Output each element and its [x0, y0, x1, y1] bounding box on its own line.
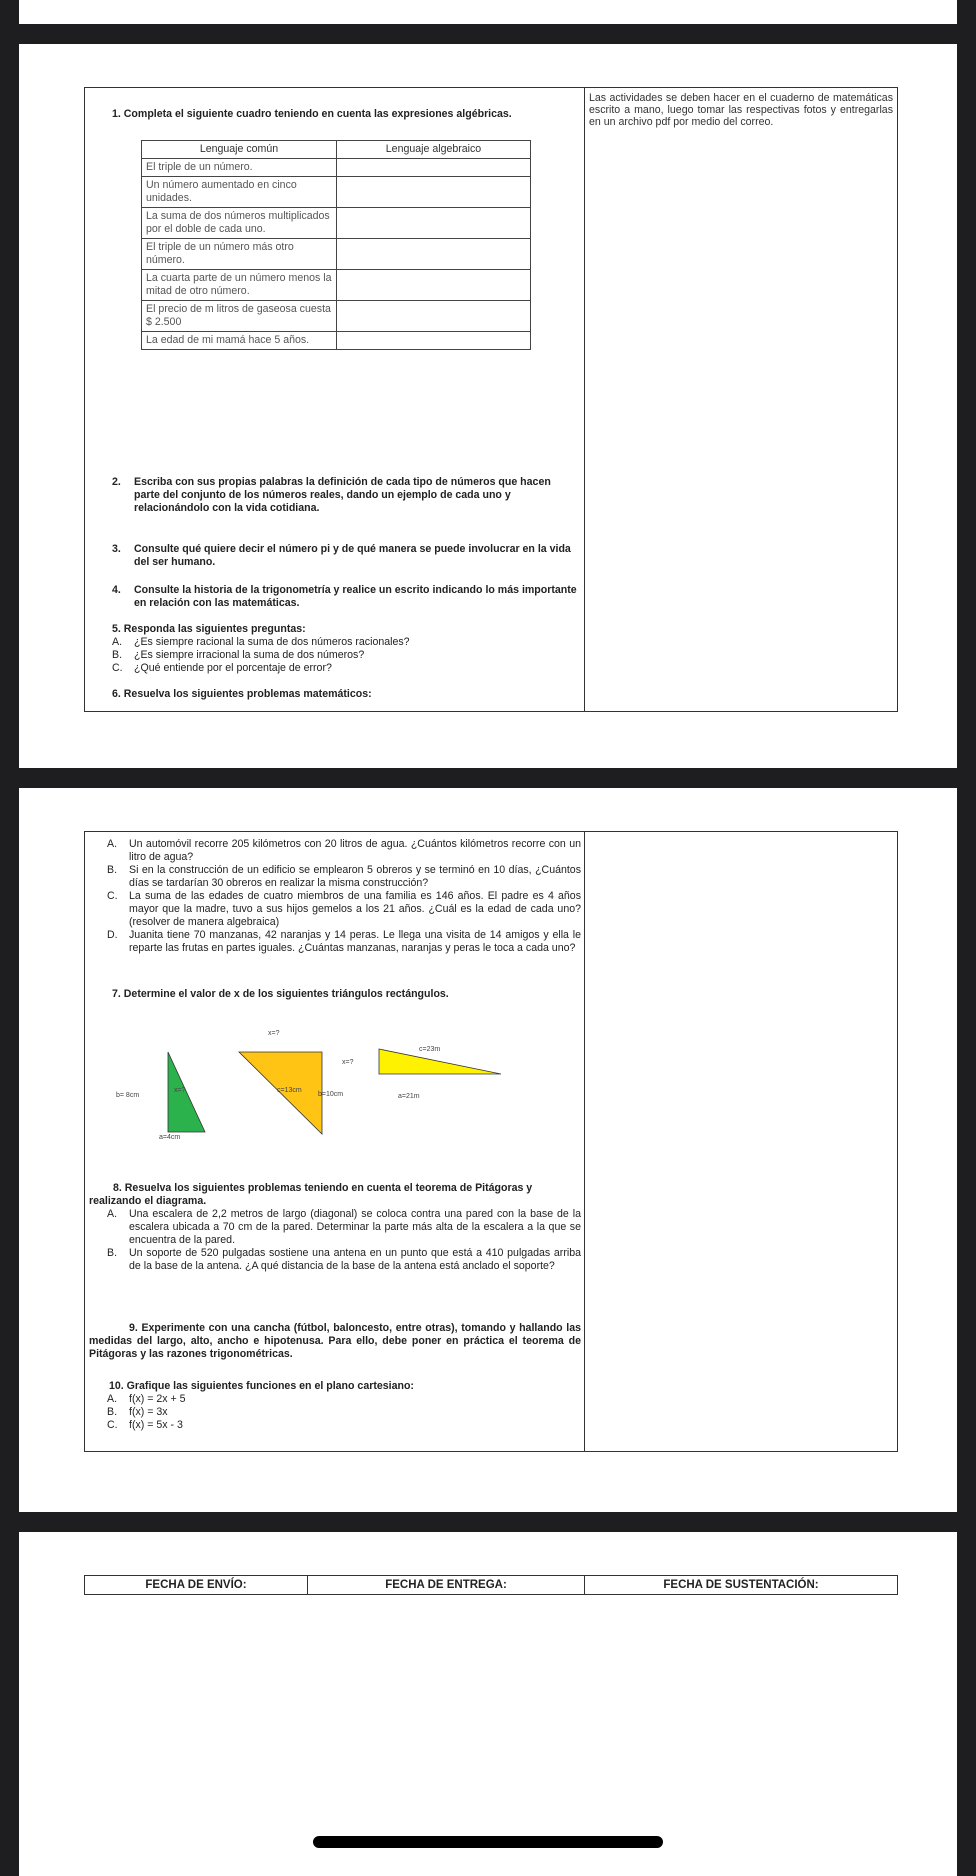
q5-item-key: A. — [112, 636, 123, 648]
q10-item-text: f(x) = 2x + 5 — [129, 1393, 186, 1405]
triangles-figure — [105, 1024, 505, 1139]
q5-item — [112, 649, 577, 662]
cell-algebraic-language[interactable] — [337, 239, 531, 270]
q10-item-key: B. — [107, 1406, 118, 1418]
dates-table — [84, 1575, 898, 1595]
question-10 — [107, 1380, 581, 1432]
table-row — [142, 159, 531, 177]
question-2-text: Escriba con sus propias palabras la definición de cada tipo de números que hacen parte del conjunto de los números reales, dando un ejemplo de cada uno y relacionándolo con la vida cotidiana. — [134, 476, 551, 514]
q8-item-key: A. — [107, 1208, 118, 1220]
cell-algebraic-language[interactable] — [337, 301, 531, 332]
q6-item-key: C. — [107, 890, 118, 902]
tri3-x-label: x=? — [342, 1059, 354, 1066]
cell-algebraic-language[interactable] — [337, 159, 531, 177]
question-8-title: 8. Resuelva los siguientes problemas teniendo en cuenta el teorema de Pitágoras y realizando el diagrama. — [89, 1182, 533, 1207]
q6-item-text: Si en la construcción de un edificio se emplearon 5 obreros y se terminó en 10 días, ¿Cuántos días se tardarían 30 obreros en realizar la misma construcción? — [129, 864, 581, 889]
q10-item — [107, 1393, 581, 1406]
q10-item-text: f(x) = 3x — [129, 1406, 168, 1418]
question-8-list — [107, 1208, 581, 1273]
cell-common-language: El triple de un número más otro número. — [142, 239, 337, 270]
tri1-x-label: x=? — [174, 1087, 186, 1094]
cell-common-language: El precio de m litros de gaseosa cuesta $ 2.500 — [142, 301, 337, 332]
cell-common-language: El triple de un número. — [142, 159, 337, 177]
q5-item-key: C. — [112, 662, 123, 674]
question-3-text: Consulte qué quiere decir el número pi y de qué manera se puede involucrar en la vida del ser humano. — [134, 543, 571, 568]
tri2-c-label: c=13cm — [277, 1087, 302, 1094]
tri1-a-label: a=4cm — [159, 1134, 181, 1141]
q5-item-text: ¿Es siempre irracional la suma de dos números? — [134, 649, 365, 661]
home-indicator[interactable] — [313, 1836, 663, 1848]
q10-item-text: f(x) = 5x - 3 — [129, 1419, 183, 1431]
table-row — [142, 239, 531, 270]
q5-item-text: ¿Qué entiende por el porcentaje de error? — [134, 662, 332, 674]
fecha-entrega: FECHA DE ENTREGA: — [308, 1576, 585, 1595]
tri1-b-label: b= 8cm — [116, 1092, 140, 1099]
q8-item — [107, 1247, 581, 1273]
q5-item-key: B. — [112, 649, 123, 661]
cell-common-language: Un número aumentado en cinco unidades. — [142, 177, 337, 208]
tri2-b-label: b=10cm — [318, 1091, 344, 1098]
question-6-title: 6. Resuelva los siguientes problemas matemáticos: — [112, 688, 372, 700]
table-row — [142, 270, 531, 301]
question-4: 4. Consulte la historia de la trigonometría y realice un escrito indicando lo más importante en relación con las matemáticas. — [112, 584, 577, 609]
cell-algebraic-language[interactable] — [337, 270, 531, 301]
q5-item-text: ¿Es siempre racional la suma de dos números racionales? — [134, 636, 410, 648]
q5-item — [112, 636, 577, 649]
table-row — [142, 301, 531, 332]
question-6-list — [107, 838, 581, 955]
table-row — [142, 177, 531, 208]
question-5-title: 5. Responda las siguientes preguntas: — [112, 623, 306, 635]
q10-item — [107, 1406, 581, 1419]
question-5 — [112, 623, 577, 675]
q10-item-key: C. — [107, 1419, 118, 1431]
cell-algebraic-language[interactable] — [337, 177, 531, 208]
content-frame — [84, 87, 898, 712]
q6-item-text: La suma de las edades de cuatro miembros de una familia es 146 años. El padre es 4 años mayor que la madre, tuvo a sus hijos gemelos a los 21 años. ¿Cuál es la edad de cada uno? (resolver de manera algebraica) — [129, 890, 581, 928]
table-header-algebraic: Lenguaje algebraico — [337, 141, 531, 159]
table-row — [142, 332, 531, 350]
fecha-sustentacion: FECHA DE SUSTENTACIÓN: — [585, 1576, 898, 1595]
page-top-sliver — [19, 0, 957, 24]
q6-item — [107, 929, 581, 955]
q8-item-text: Una escalera de 2,2 metros de largo (diagonal) se coloca contra una pared con la base de la escalera ubicada a 70 cm de la pared. Determinar la parte más alta de la escalera a la que se encuentra de la pared. — [129, 1208, 581, 1246]
page-1 — [19, 44, 957, 768]
q8-item-text: Un soporte de 520 pulgadas sostiene una antena en un punto que está a 410 pulgadas arriba de la base de la antena. ¿A qué distancia de la base de la antena está anclado el soporte? — [129, 1247, 581, 1272]
q6-item-text: Un automóvil recorre 205 kilómetros con 20 litros de agua. ¿Cuántos kilómetros recorre con un litro de agua? — [129, 838, 581, 863]
column-divider-2 — [584, 832, 585, 1451]
q6-item — [107, 838, 581, 864]
q6-item — [107, 864, 581, 890]
language-table — [141, 140, 531, 350]
table-header-common: Lenguaje común — [142, 141, 337, 159]
tri3-a-label: a=21m — [398, 1093, 420, 1100]
q6-item-key: D. — [107, 929, 118, 941]
cell-common-language: La edad de mi mamá hace 5 años. — [142, 332, 337, 350]
question-2: 2. Escriba con sus propias palabras la definición de cada tipo de números que hacen parte del conjunto de los números reales, dando un ejemplo de cada uno y relacionándolo con la vida cotidiana. — [112, 476, 551, 514]
page-2 — [19, 788, 957, 1512]
q10-item-key: A. — [107, 1393, 118, 1405]
cell-common-language: La cuarta parte de un número menos la mitad de otro número. — [142, 270, 337, 301]
q10-item — [107, 1419, 581, 1432]
question-3: 3. Consulte qué quiere decir el número pi y de qué manera se puede involucrar en la vida del ser humano. — [112, 543, 571, 568]
question-10-title: 10. Grafique las siguientes funciones en el plano cartesiano: — [109, 1380, 414, 1392]
fecha-envio: FECHA DE ENVÍO: — [85, 1576, 308, 1595]
q6-item-key: A. — [107, 838, 118, 850]
q8-item — [107, 1208, 581, 1247]
q8-item-key: B. — [107, 1247, 118, 1259]
q6-item-text: Juanita tiene 70 manzanas, 42 naranjas y 14 peras. Le llega una visita de 14 amigos y ella le reparte las frutas en partes iguales. ¿Cuántas manzanas, naranjas y peras le toca a cada uno? — [129, 929, 581, 954]
question-1-title: 1. Completa el siguiente cuadro teniendo en cuenta las expresiones algébricas. — [112, 108, 512, 120]
page-3 — [19, 1532, 957, 1876]
table-row — [142, 208, 531, 239]
question-7-title: 7. Determine el valor de x de los siguientes triángulos rectángulos. — [112, 988, 449, 1000]
cell-common-language: La suma de dos números multiplicados por el doble de cada uno. — [142, 208, 337, 239]
question-4-text: Consulte la historia de la trigonometría y realice un escrito indicando lo más importante en relación con las matemáticas. — [134, 584, 577, 609]
instructions-note: Las actividades se deben hacer en el cuaderno de matemáticas escrito a mano, luego tomar las respectivas fotos y entregarlas en un archivo pdf por medio del correo. — [589, 92, 893, 128]
question-9: 9. Experimente con una cancha (fútbol, baloncesto, entre otras), tomando y hallando las medidas del largo, alto, ancho e hipotenusa. Para ello, debe poner en práctica el teorema de Pitágoras y las razones trigonométricas. — [89, 1322, 581, 1360]
cell-algebraic-language[interactable] — [337, 332, 531, 350]
content-frame-2 — [84, 831, 898, 1452]
cell-algebraic-language[interactable] — [337, 208, 531, 239]
q5-item — [112, 662, 577, 675]
tri2-x-label: x=? — [268, 1030, 280, 1037]
q6-item-key: B. — [107, 864, 118, 876]
q6-item — [107, 890, 581, 929]
column-divider — [584, 88, 585, 711]
tri3-c-label: c=23m — [419, 1046, 441, 1053]
